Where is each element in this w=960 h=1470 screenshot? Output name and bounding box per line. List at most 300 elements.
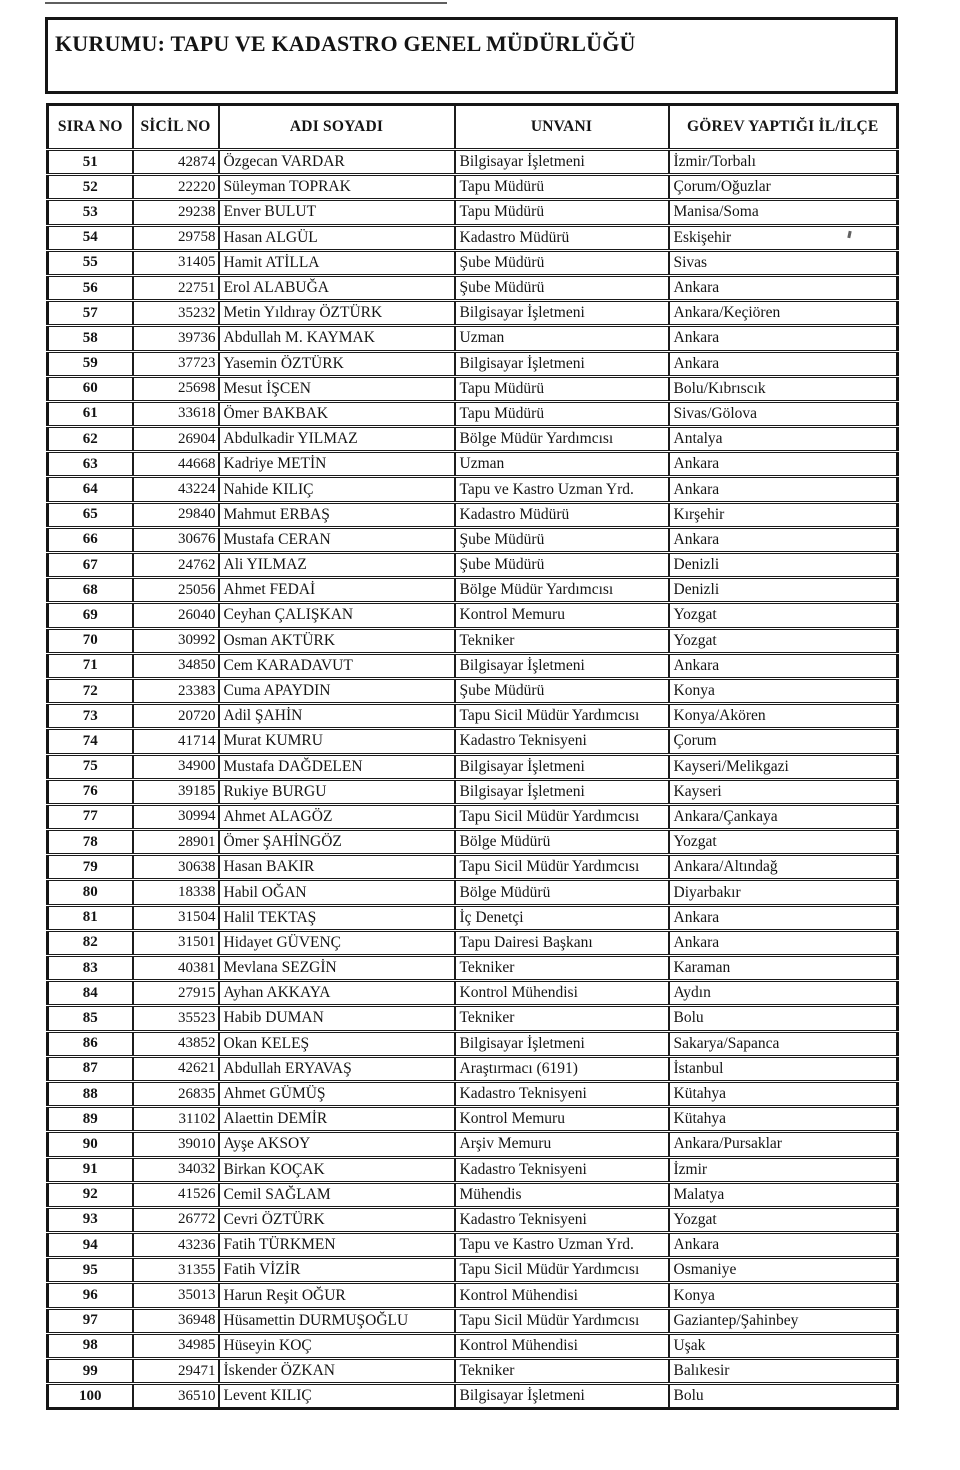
adi-soyadi-cell: Cevri ÖZTÜRK xyxy=(219,1207,455,1232)
sicil-no-cell: 31504 xyxy=(133,905,219,930)
sira-no-cell: 88 xyxy=(48,1081,133,1106)
adi-soyadi-cell: Mustafa CERAN xyxy=(219,527,455,552)
sicil-no-cell: 42621 xyxy=(133,1056,219,1081)
gorev-il-ilce-cell: Ankara/Keçiören xyxy=(669,301,898,326)
gorev-il-ilce-cell: Ankara xyxy=(669,653,898,678)
sicil-no-cell: 43224 xyxy=(133,477,219,502)
gorev-il-ilce-cell: Ankara/Pursaklar xyxy=(669,1132,898,1157)
sicil-no-cell: 34985 xyxy=(133,1333,219,1358)
gorev-il-ilce-cell: Denizli xyxy=(669,578,898,603)
unvani-cell: Tapu Müdürü xyxy=(455,200,669,225)
unvani-cell: Tapu Sicil Müdür Yardımcısı xyxy=(455,804,669,829)
adi-soyadi-cell: Okan KELEŞ xyxy=(219,1031,455,1056)
sira-no-cell: 80 xyxy=(48,880,133,905)
unvani-cell: Tapu Müdürü xyxy=(455,175,669,200)
sira-no-cell: 53 xyxy=(48,200,133,225)
unvani-cell: Tapu Sicil Müdür Yardımcısı xyxy=(455,704,669,729)
adi-soyadi-cell: Alaettin DEMİR xyxy=(219,1107,455,1132)
sira-no-cell: 83 xyxy=(48,956,133,981)
sira-no-cell: 55 xyxy=(48,250,133,275)
adi-soyadi-cell: Abdullah M. KAYMAK xyxy=(219,326,455,351)
sicil-no-cell: 39736 xyxy=(133,326,219,351)
adi-soyadi-cell: Adil ŞAHİN xyxy=(219,704,455,729)
sicil-no-cell: 35232 xyxy=(133,301,219,326)
adi-soyadi-cell: Hamit ATİLLA xyxy=(219,250,455,275)
unvani-cell: Şube Müdürü xyxy=(455,275,669,300)
unvani-cell: Şube Müdürü xyxy=(455,553,669,578)
unvani-cell: Tekniker xyxy=(455,1006,669,1031)
unvani-cell: Bilgisayar İşletmeni xyxy=(455,1031,669,1056)
sira-no-cell: 79 xyxy=(48,855,133,880)
sira-no-cell: 63 xyxy=(48,452,133,477)
table-row xyxy=(48,376,898,401)
adi-soyadi-cell: Habil OĞAN xyxy=(219,880,455,905)
gorev-il-ilce-cell: Eskişehir xyxy=(669,225,898,250)
adi-soyadi-cell: Rukiye BURGU xyxy=(219,779,455,804)
table-row xyxy=(48,754,898,779)
sira-no-cell: 84 xyxy=(48,981,133,1006)
adi-soyadi-cell: Ömer ŞAHİNGÖZ xyxy=(219,830,455,855)
adi-soyadi-cell: Murat KUMRU xyxy=(219,729,455,754)
table-row xyxy=(48,502,898,527)
gorev-il-ilce-cell: İzmir xyxy=(669,1157,898,1182)
gorev-il-ilce-cell: Konya/Akören xyxy=(669,704,898,729)
table-row xyxy=(48,1132,898,1157)
adi-soyadi-cell: Hüsamettin DURMUŞOĞLU xyxy=(219,1308,455,1333)
unvani-cell: Tapu Müdürü xyxy=(455,376,669,401)
table-row xyxy=(48,477,898,502)
sira-no-cell: 78 xyxy=(48,830,133,855)
gorev-il-ilce-cell: Aydın xyxy=(669,981,898,1006)
sicil-no-cell: 23383 xyxy=(133,678,219,703)
col-header-gorev-il-ilce: GÖREV YAPTIĞI İL/İLÇE xyxy=(669,105,898,150)
adi-soyadi-cell: Hasan BAKIR xyxy=(219,855,455,880)
gorev-il-ilce-cell: Bolu/Kıbrıscık xyxy=(669,376,898,401)
table-row xyxy=(48,603,898,628)
sira-no-cell: 68 xyxy=(48,578,133,603)
table-row xyxy=(48,804,898,829)
gorev-il-ilce-cell: Diyarbakır xyxy=(669,880,898,905)
unvani-cell: Araştırmacı (6191) xyxy=(455,1056,669,1081)
sicil-no-cell: 25056 xyxy=(133,578,219,603)
sira-no-cell: 89 xyxy=(48,1107,133,1132)
unvani-cell: Bilgisayar İşletmeni xyxy=(455,754,669,779)
scan-artifact-line xyxy=(45,2,447,4)
sicil-no-cell: 44668 xyxy=(133,452,219,477)
sicil-no-cell: 42874 xyxy=(133,150,219,175)
table-row xyxy=(48,1333,898,1358)
table-row xyxy=(48,729,898,754)
gorev-il-ilce-cell: Osmaniye xyxy=(669,1258,898,1283)
unvani-cell: Tapu Sicil Müdür Yardımcısı xyxy=(455,855,669,880)
table-row xyxy=(48,1308,898,1333)
gorev-il-ilce-cell: Konya xyxy=(669,678,898,703)
table-row xyxy=(48,1056,898,1081)
sira-no-cell: 82 xyxy=(48,930,133,955)
adi-soyadi-cell: Metin Yıldıray ÖZTÜRK xyxy=(219,301,455,326)
sicil-no-cell: 43852 xyxy=(133,1031,219,1056)
col-header-sira-no: SIRA NO xyxy=(48,105,133,150)
sicil-no-cell: 36510 xyxy=(133,1384,219,1409)
sicil-no-cell: 26835 xyxy=(133,1081,219,1106)
table-row xyxy=(48,427,898,452)
adi-soyadi-cell: Ayşe AKSOY xyxy=(219,1132,455,1157)
adi-soyadi-cell: Cemil SAĞLAM xyxy=(219,1182,455,1207)
sicil-no-cell: 26772 xyxy=(133,1207,219,1232)
institution-title-box xyxy=(45,17,898,94)
table-row xyxy=(48,678,898,703)
unvani-cell: Bilgisayar İşletmeni xyxy=(455,653,669,678)
table-header-row xyxy=(48,105,898,150)
adi-soyadi-cell: Abdullah ERYAVAŞ xyxy=(219,1056,455,1081)
adi-soyadi-cell: Özgecan VARDAR xyxy=(219,150,455,175)
table-row xyxy=(48,175,898,200)
table-body xyxy=(48,150,898,1409)
sicil-no-cell: 35013 xyxy=(133,1283,219,1308)
sira-no-cell: 98 xyxy=(48,1333,133,1358)
gorev-il-ilce-cell: Çorum xyxy=(669,729,898,754)
institution-title: KURUMU: TAPU VE KADASTRO GENEL MÜDÜRLÜĞÜ xyxy=(55,31,636,56)
table-row xyxy=(48,880,898,905)
sicil-no-cell: 30992 xyxy=(133,628,219,653)
table-row xyxy=(48,401,898,426)
table-row xyxy=(48,930,898,955)
sicil-no-cell: 36948 xyxy=(133,1308,219,1333)
table-header xyxy=(48,105,898,150)
sira-no-cell: 67 xyxy=(48,553,133,578)
gorev-il-ilce-cell: Kayseri xyxy=(669,779,898,804)
sicil-no-cell: 22220 xyxy=(133,175,219,200)
sira-no-cell: 74 xyxy=(48,729,133,754)
adi-soyadi-cell: Fatih TÜRKMEN xyxy=(219,1233,455,1258)
sira-no-cell: 92 xyxy=(48,1182,133,1207)
gorev-il-ilce-cell: Konya xyxy=(669,1283,898,1308)
table-row xyxy=(48,553,898,578)
sicil-no-cell: 30676 xyxy=(133,527,219,552)
unvani-cell: Tapu ve Kastro Uzman Yrd. xyxy=(455,477,669,502)
gorev-il-ilce-cell: Kayseri/Melikgazi xyxy=(669,754,898,779)
sira-no-cell: 72 xyxy=(48,678,133,703)
adi-soyadi-cell: Ahmet GÜMÜŞ xyxy=(219,1081,455,1106)
adi-soyadi-cell: Kadriye METİN xyxy=(219,452,455,477)
unvani-cell: Tapu ve Kastro Uzman Yrd. xyxy=(455,1233,669,1258)
sicil-no-cell: 29840 xyxy=(133,502,219,527)
sira-no-cell: 60 xyxy=(48,376,133,401)
sira-no-cell: 54 xyxy=(48,225,133,250)
sira-no-cell: 70 xyxy=(48,628,133,653)
adi-soyadi-cell: Halil TEKTAŞ xyxy=(219,905,455,930)
table-row xyxy=(48,1031,898,1056)
gorev-il-ilce-cell: İstanbul xyxy=(669,1056,898,1081)
table-row xyxy=(48,779,898,804)
gorev-il-ilce-cell: Ankara xyxy=(669,452,898,477)
adi-soyadi-cell: Fatih VİZİR xyxy=(219,1258,455,1283)
adi-soyadi-cell: Ali YILMAZ xyxy=(219,553,455,578)
unvani-cell: Tekniker xyxy=(455,956,669,981)
unvani-cell: Kadastro Teknisyeni xyxy=(455,1081,669,1106)
gorev-il-ilce-cell: Gaziantep/Şahinbey xyxy=(669,1308,898,1333)
table-row xyxy=(48,1233,898,1258)
table-row xyxy=(48,578,898,603)
unvani-cell: Uzman xyxy=(455,326,669,351)
table-row xyxy=(48,1283,898,1308)
table-row xyxy=(48,905,898,930)
sira-no-cell: 94 xyxy=(48,1233,133,1258)
sira-no-cell: 69 xyxy=(48,603,133,628)
adi-soyadi-cell: Mahmut ERBAŞ xyxy=(219,502,455,527)
unvani-cell: Bölge Müdürü xyxy=(455,880,669,905)
unvani-cell: Kontrol Mühendisi xyxy=(455,981,669,1006)
gorev-il-ilce-cell: Yozgat xyxy=(669,1207,898,1232)
sicil-no-cell: 31102 xyxy=(133,1107,219,1132)
sicil-no-cell: 22751 xyxy=(133,275,219,300)
table-row xyxy=(48,225,898,250)
gorev-il-ilce-cell: Uşak xyxy=(669,1333,898,1358)
sira-no-cell: 56 xyxy=(48,275,133,300)
table-row xyxy=(48,1359,898,1384)
gorev-il-ilce-cell: Sakarya/Sapanca xyxy=(669,1031,898,1056)
sicil-no-cell: 35523 xyxy=(133,1006,219,1031)
unvani-cell: Şube Müdürü xyxy=(455,527,669,552)
unvani-cell: Mühendis xyxy=(455,1182,669,1207)
unvani-cell: Tapu Sicil Müdür Yardımcısı xyxy=(455,1258,669,1283)
unvani-cell: İç Denetçi xyxy=(455,905,669,930)
table-row xyxy=(48,1006,898,1031)
gorev-il-ilce-cell: Ankara/Çankaya xyxy=(669,804,898,829)
adi-soyadi-cell: Hasan ALGÜL xyxy=(219,225,455,250)
sicil-no-cell: 29471 xyxy=(133,1359,219,1384)
unvani-cell: Kontrol Mühendisi xyxy=(455,1333,669,1358)
unvani-cell: Bölge Müdür Yardımcısı xyxy=(455,427,669,452)
gorev-il-ilce-cell: Denizli xyxy=(669,553,898,578)
sira-no-cell: 61 xyxy=(48,401,133,426)
adi-soyadi-cell: Ceyhan ÇALIŞKAN xyxy=(219,603,455,628)
adi-soyadi-cell: Mesut İŞCEN xyxy=(219,376,455,401)
gorev-il-ilce-cell: Bolu xyxy=(669,1006,898,1031)
unvani-cell: Arşiv Memuru xyxy=(455,1132,669,1157)
gorev-il-ilce-cell: Yozgat xyxy=(669,603,898,628)
adi-soyadi-cell: Nahide KILIÇ xyxy=(219,477,455,502)
gorev-il-ilce-cell: Sivas xyxy=(669,250,898,275)
gorev-il-ilce-cell: Çorum/Oğuzlar xyxy=(669,175,898,200)
sicil-no-cell: 37723 xyxy=(133,351,219,376)
gorev-il-ilce-cell: Balıkesir xyxy=(669,1359,898,1384)
sira-no-cell: 87 xyxy=(48,1056,133,1081)
adi-soyadi-cell: Mevlana SEZGİN xyxy=(219,956,455,981)
gorev-il-ilce-cell: İzmir/Torbalı xyxy=(669,150,898,175)
table-row xyxy=(48,855,898,880)
unvani-cell: Kadastro Müdürü xyxy=(455,225,669,250)
gorev-il-ilce-cell: Ankara/Altındağ xyxy=(669,855,898,880)
sira-no-cell: 93 xyxy=(48,1207,133,1232)
table-row xyxy=(48,452,898,477)
table-row xyxy=(48,1107,898,1132)
table-row xyxy=(48,1157,898,1182)
sicil-no-cell: 39185 xyxy=(133,779,219,804)
personnel-table xyxy=(46,103,899,1410)
unvani-cell: Şube Müdürü xyxy=(455,678,669,703)
gorev-il-ilce-cell: Yozgat xyxy=(669,628,898,653)
adi-soyadi-cell: Cem KARADAVUT xyxy=(219,653,455,678)
table-row xyxy=(48,200,898,225)
gorev-il-ilce-cell: Ankara xyxy=(669,477,898,502)
sicil-no-cell: 29758 xyxy=(133,225,219,250)
table-row xyxy=(48,1207,898,1232)
unvani-cell: Tapu Dairesi Başkanı xyxy=(455,930,669,955)
sira-no-cell: 96 xyxy=(48,1283,133,1308)
sicil-no-cell: 25698 xyxy=(133,376,219,401)
unvani-cell: Tekniker xyxy=(455,628,669,653)
gorev-il-ilce-cell: Antalya xyxy=(669,427,898,452)
sira-no-cell: 91 xyxy=(48,1157,133,1182)
sira-no-cell: 85 xyxy=(48,1006,133,1031)
table-row xyxy=(48,351,898,376)
adi-soyadi-cell: Ahmet FEDAİ xyxy=(219,578,455,603)
sira-no-cell: 95 xyxy=(48,1258,133,1283)
table-row xyxy=(48,830,898,855)
sicil-no-cell: 43236 xyxy=(133,1233,219,1258)
sicil-no-cell: 30994 xyxy=(133,804,219,829)
sira-no-cell: 73 xyxy=(48,704,133,729)
gorev-il-ilce-cell: Bolu xyxy=(669,1384,898,1409)
table-row xyxy=(48,1182,898,1207)
sicil-no-cell: 28901 xyxy=(133,830,219,855)
table-row xyxy=(48,250,898,275)
adi-soyadi-cell: Hüseyin KOÇ xyxy=(219,1333,455,1358)
table-row xyxy=(48,150,898,175)
table-row xyxy=(48,527,898,552)
sira-no-cell: 59 xyxy=(48,351,133,376)
table-row xyxy=(48,704,898,729)
adi-soyadi-cell: Levent KILIÇ xyxy=(219,1384,455,1409)
sira-no-cell: 52 xyxy=(48,175,133,200)
sira-no-cell: 90 xyxy=(48,1132,133,1157)
sicil-no-cell: 31501 xyxy=(133,930,219,955)
sicil-no-cell: 41526 xyxy=(133,1182,219,1207)
sira-no-cell: 58 xyxy=(48,326,133,351)
gorev-il-ilce-cell: Manisa/Soma xyxy=(669,200,898,225)
adi-soyadi-cell: Mustafa DAĞDELEN xyxy=(219,754,455,779)
unvani-cell: Bölge Müdür Yardımcısı xyxy=(455,578,669,603)
sicil-no-cell: 18338 xyxy=(133,880,219,905)
gorev-il-ilce-cell: Sivas/Gölova xyxy=(669,401,898,426)
unvani-cell: Uzman xyxy=(455,452,669,477)
gorev-il-ilce-cell: Yozgat xyxy=(669,830,898,855)
adi-soyadi-cell: Osman AKTÜRK xyxy=(219,628,455,653)
sira-no-cell: 57 xyxy=(48,301,133,326)
adi-soyadi-cell: Ömer BAKBAK xyxy=(219,401,455,426)
unvani-cell: Kontrol Mühendisi xyxy=(455,1283,669,1308)
sicil-no-cell: 31405 xyxy=(133,250,219,275)
unvani-cell: Tapu Sicil Müdür Yardımcısı xyxy=(455,1308,669,1333)
adi-soyadi-cell: Süleyman TOPRAK xyxy=(219,175,455,200)
gorev-il-ilce-cell: Ankara xyxy=(669,1233,898,1258)
sira-no-cell: 51 xyxy=(48,150,133,175)
table-row xyxy=(48,1258,898,1283)
adi-soyadi-cell: Birkan KOÇAK xyxy=(219,1157,455,1182)
table-row xyxy=(48,326,898,351)
adi-soyadi-cell: Ayhan AKKAYA xyxy=(219,981,455,1006)
table-row xyxy=(48,956,898,981)
gorev-il-ilce-cell: Kütahya xyxy=(669,1081,898,1106)
sicil-no-cell: 26904 xyxy=(133,427,219,452)
sira-no-cell: 97 xyxy=(48,1308,133,1333)
gorev-il-ilce-cell: Ankara xyxy=(669,275,898,300)
sicil-no-cell: 20720 xyxy=(133,704,219,729)
sira-no-cell: 71 xyxy=(48,653,133,678)
unvani-cell: Kadastro Teknisyeni xyxy=(455,729,669,754)
gorev-il-ilce-cell: Ankara xyxy=(669,930,898,955)
unvani-cell: Tekniker xyxy=(455,1359,669,1384)
unvani-cell: Kontrol Memuru xyxy=(455,1107,669,1132)
adi-soyadi-cell: Abdulkadir YILMAZ xyxy=(219,427,455,452)
sicil-no-cell: 27915 xyxy=(133,981,219,1006)
gorev-il-ilce-cell: Kırşehir xyxy=(669,502,898,527)
sicil-no-cell: 34900 xyxy=(133,754,219,779)
sira-no-cell: 76 xyxy=(48,779,133,804)
unvani-cell: Bilgisayar İşletmeni xyxy=(455,351,669,376)
adi-soyadi-cell: Erol ALABUĞA xyxy=(219,275,455,300)
unvani-cell: Bilgisayar İşletmeni xyxy=(455,1384,669,1409)
unvani-cell: Kontrol Memuru xyxy=(455,603,669,628)
unvani-cell: Kadastro Müdürü xyxy=(455,502,669,527)
col-header-adi-soyadi: ADI SOYADI xyxy=(219,105,455,150)
sira-no-cell: 66 xyxy=(48,527,133,552)
sira-no-cell: 100 xyxy=(48,1384,133,1409)
gorev-il-ilce-cell: Ankara xyxy=(669,326,898,351)
sira-no-cell: 62 xyxy=(48,427,133,452)
col-header-unvani: UNVANI xyxy=(455,105,669,150)
unvani-cell: Bilgisayar İşletmeni xyxy=(455,779,669,804)
sira-no-cell: 77 xyxy=(48,804,133,829)
unvani-cell: Bilgisayar İşletmeni xyxy=(455,150,669,175)
unvani-cell: Kadastro Teknisyeni xyxy=(455,1157,669,1182)
adi-soyadi-cell: Harun Reşit OĞUR xyxy=(219,1283,455,1308)
adi-soyadi-cell: İskender ÖZKAN xyxy=(219,1359,455,1384)
table-row xyxy=(48,1384,898,1409)
table-row xyxy=(48,301,898,326)
gorev-il-ilce-cell: Ankara xyxy=(669,527,898,552)
sicil-no-cell: 34032 xyxy=(133,1157,219,1182)
sira-no-cell: 99 xyxy=(48,1359,133,1384)
adi-soyadi-cell: Enver BULUT xyxy=(219,200,455,225)
sira-no-cell: 75 xyxy=(48,754,133,779)
sicil-no-cell: 41714 xyxy=(133,729,219,754)
sicil-no-cell: 30638 xyxy=(133,855,219,880)
gorev-il-ilce-cell: Kütahya xyxy=(669,1107,898,1132)
unvani-cell: Tapu Müdürü xyxy=(455,401,669,426)
sira-no-cell: 64 xyxy=(48,477,133,502)
gorev-il-ilce-cell: Ankara xyxy=(669,351,898,376)
sicil-no-cell: 40381 xyxy=(133,956,219,981)
unvani-cell: Kadastro Teknisyeni xyxy=(455,1207,669,1232)
adi-soyadi-cell: Yasemin ÖZTÜRK xyxy=(219,351,455,376)
sicil-no-cell: 24762 xyxy=(133,553,219,578)
col-header-sicil-no: SİCİL NO xyxy=(133,105,219,150)
table-row xyxy=(48,275,898,300)
sicil-no-cell: 29238 xyxy=(133,200,219,225)
adi-soyadi-cell: Ahmet ALAGÖZ xyxy=(219,804,455,829)
gorev-il-ilce-cell: Malatya xyxy=(669,1182,898,1207)
gorev-il-ilce-cell: Ankara xyxy=(669,905,898,930)
table-row xyxy=(48,981,898,1006)
table-row xyxy=(48,628,898,653)
sicil-no-cell: 26040 xyxy=(133,603,219,628)
adi-soyadi-cell: Habib DUMAN xyxy=(219,1006,455,1031)
sicil-no-cell: 39010 xyxy=(133,1132,219,1157)
unvani-cell: Bölge Müdürü xyxy=(455,830,669,855)
sicil-no-cell: 34850 xyxy=(133,653,219,678)
